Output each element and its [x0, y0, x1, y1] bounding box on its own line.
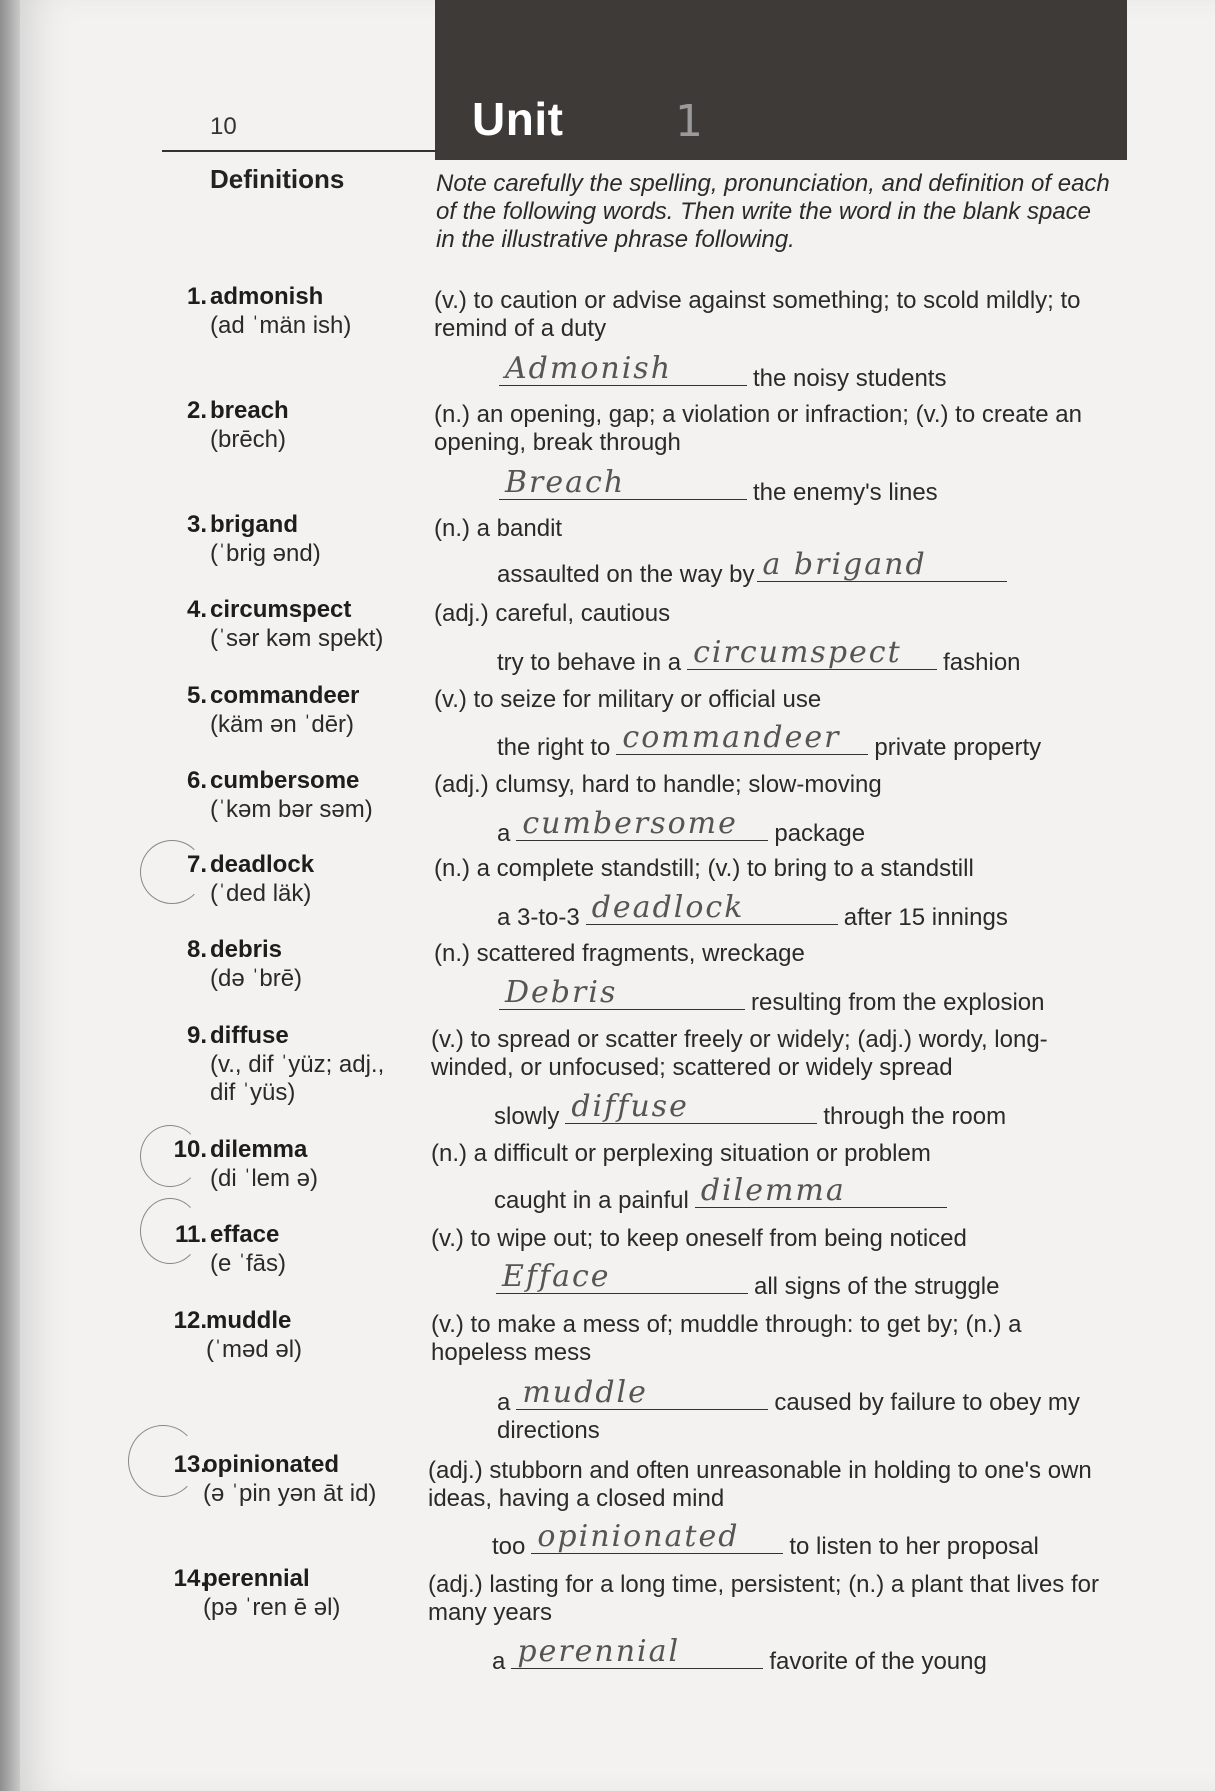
handwritten-answer: circumspect	[693, 635, 902, 670]
illustrative-phrase	[494, 1259, 1000, 1301]
entry-word: cumbersome	[210, 767, 360, 794]
entry-pronunciation: (pə ˈren ē əl)	[203, 1594, 341, 1621]
illustrative-phrase	[492, 1634, 987, 1676]
answer-blank[interactable]	[695, 1173, 947, 1208]
entry-word: breach	[210, 397, 289, 424]
handwritten-answer: Efface	[502, 1259, 611, 1294]
entry-pronunciation: (ˈsər kəm spekt)	[210, 625, 384, 652]
book-spine-shadow	[0, 0, 22, 1791]
entry-definition: (n.) scattered fragments, wreckage	[434, 940, 805, 967]
entry-word: admonish	[210, 283, 324, 310]
entry-definition: (n.) a complete standstill; (v.) to bring to a standstill	[434, 855, 974, 882]
answer-blank[interactable]	[496, 1259, 748, 1294]
phrase-after: caused by failure to obey my directions	[497, 1389, 1080, 1444]
header-rule	[162, 150, 437, 152]
illustrative-phrase	[492, 1519, 1039, 1561]
handwritten-answer: perennial	[517, 1634, 681, 1669]
handwritten-unit-number: 1	[675, 96, 703, 147]
entry-number: 9.	[186, 1022, 207, 1049]
answer-blank[interactable]	[687, 635, 937, 670]
illustrative-phrase	[494, 1173, 953, 1215]
illustrative-phrase	[497, 890, 1008, 932]
answer-blank[interactable]	[511, 1634, 763, 1669]
entry-definition: (v.) to wipe out; to keep oneself from being noticed	[431, 1225, 967, 1252]
definition-text: (v.) to make a mess of; muddle through: to get by; (n.) a hopeless mess	[431, 1311, 1022, 1366]
answer-blank[interactable]	[757, 547, 1007, 582]
entry-definition: (adj.) clumsy, hard to handle; slow-moving	[434, 771, 882, 798]
entry-definition: (n.) a difficult or perplexing situation or problem	[431, 1140, 931, 1167]
entry-number: 6.	[186, 767, 207, 794]
handwritten-answer: a brigand	[762, 547, 927, 582]
phrase-before: a	[497, 820, 511, 847]
answer-blank[interactable]	[565, 1089, 817, 1124]
illustrative-phrase	[497, 1375, 1097, 1445]
phrase-after: package	[774, 820, 866, 847]
entry-word: deadlock	[210, 851, 315, 878]
phrase-after: resulting from the explosion	[751, 989, 1045, 1016]
handwritten-answer: muddle	[522, 1375, 648, 1410]
entry-word: opinionated	[203, 1451, 339, 1478]
handwritten-answer: opinionated	[537, 1519, 740, 1554]
entry-pronunciation: (e ˈfās)	[210, 1250, 287, 1277]
entry-pronunciation: (ˈməd əl)	[206, 1336, 303, 1363]
entry-definition: (v.) to spread or scatter freely or widely; (adj.) wordy, long-winded, or unfocused; scattered or widely spread	[431, 1026, 1048, 1081]
section-label: Definitions	[210, 164, 345, 194]
illustrative-phrase	[497, 635, 1021, 677]
pencil-circle-mark	[140, 1198, 200, 1264]
entry-number: 13.	[173, 1451, 207, 1478]
entry-pronunciation: (käm ən ˈdēr)	[210, 711, 355, 738]
entry-word: diffuse	[210, 1022, 289, 1049]
illustrative-phrase	[497, 547, 1013, 589]
phrase-after: the enemy's lines	[753, 479, 938, 506]
entry-definition: (adj.) lasting for a long time, persistent; (n.) a plant that lives for many years	[428, 1571, 1099, 1626]
illustrative-phrase	[497, 975, 1045, 1017]
answer-blank[interactable]	[531, 1519, 783, 1554]
entry-number: 8.	[186, 936, 207, 963]
entry-pronunciation: (ˈkəm bər səm)	[210, 796, 373, 823]
entry-definition: (n.) a bandit	[434, 515, 563, 542]
entry-number: 4.	[186, 596, 207, 623]
phrase-after: through the room	[823, 1103, 1007, 1130]
entry-word: dilemma	[210, 1136, 308, 1163]
entry-pronunciation: (ad ˈmän ish)	[210, 312, 352, 339]
phrase-before: a	[492, 1648, 506, 1675]
handwritten-answer: dilemma	[700, 1173, 846, 1208]
answer-blank[interactable]	[499, 351, 747, 386]
entry-number: 11.	[174, 1221, 207, 1248]
handwritten-answer: diffuse	[571, 1089, 689, 1124]
phrase-after: fashion	[943, 649, 1021, 676]
handwritten-answer: commandeer	[622, 720, 841, 755]
entry-definition: (n.) an opening, gap; a violation or infraction; (v.) to create an opening, break through	[434, 401, 1082, 456]
entry-definition	[431, 1311, 1091, 1367]
illustrative-phrase	[497, 465, 938, 507]
phrase-after: to listen to her proposal	[789, 1533, 1039, 1560]
entry-number: 1.	[186, 283, 207, 310]
handwritten-answer: deadlock	[591, 890, 745, 925]
pencil-circle-mark	[140, 1125, 200, 1187]
entry-pronunciation: (də ˈbrē)	[210, 965, 303, 992]
phrase-before: slowly	[494, 1103, 560, 1130]
entry-pronunciation: (di ˈlem ə)	[210, 1165, 319, 1192]
answer-blank[interactable]	[516, 1375, 768, 1410]
illustrative-phrase	[497, 351, 947, 393]
entry-number: 12.	[173, 1307, 207, 1334]
phrase-after: private property	[874, 734, 1042, 761]
entry-pronunciation: (ˈbrig ənd)	[210, 540, 321, 567]
entry-word: muddle	[206, 1307, 292, 1334]
entry-word: brigand	[210, 511, 298, 538]
phrase-before: assaulted on the way by	[497, 561, 755, 588]
illustrative-phrase	[497, 720, 1042, 762]
entry-pronunciation: (ˈded läk)	[210, 880, 312, 907]
instructions: Note carefully the spelling, pronunciation, and definition of each of the following words. Then write the word in the blank space in the illustrative phrase following.	[436, 170, 1110, 253]
entry-definition: (v.) to seize for military or official use	[434, 686, 822, 713]
entry-word: debris	[210, 936, 283, 963]
entry-word: commandeer	[210, 682, 360, 709]
handwritten-answer: cumbersome	[522, 806, 738, 841]
answer-blank[interactable]	[516, 806, 768, 841]
phrase-after: after 15 innings	[843, 904, 1008, 931]
phrase-before: try to behave in a	[497, 649, 682, 676]
phrase-after: the noisy students	[753, 365, 947, 392]
entry-number: 10.	[173, 1136, 207, 1163]
answer-blank[interactable]	[586, 890, 838, 925]
entry-number: 2.	[186, 397, 207, 424]
phrase-before: too	[492, 1533, 526, 1560]
entry-pronunciation: (v., dif ˈyüz; adj., dif ˈyüs)	[210, 1051, 385, 1106]
entry-pronunciation: (ə ˈpin yən āt id)	[203, 1480, 377, 1507]
entry-word: efface	[210, 1221, 280, 1248]
answer-blank[interactable]	[499, 465, 747, 500]
phrase-before: a	[497, 1389, 511, 1416]
entry-number: 3.	[186, 511, 207, 538]
entry-number: 14.	[173, 1565, 207, 1592]
pencil-circle-mark	[140, 840, 204, 904]
handwritten-answer: Breach	[505, 465, 626, 500]
handwritten-answer: Admonish	[505, 351, 673, 386]
phrase-before: caught in a painful	[494, 1187, 689, 1214]
illustrative-phrase	[494, 1089, 1007, 1131]
handwritten-answer: Debris	[505, 975, 618, 1010]
entry-word: perennial	[203, 1565, 310, 1592]
entry-number: 7.	[186, 851, 207, 878]
entry-pronunciation: (brēch)	[210, 426, 287, 453]
entry-definition: (adj.) stubborn and often unreasonable in holding to one's own ideas, having a closed mind	[428, 1457, 1092, 1512]
entry-word: circumspect	[210, 596, 352, 623]
phrase-after: all signs of the struggle	[754, 1273, 1000, 1300]
answer-blank[interactable]	[616, 720, 868, 755]
unit-title: Unit	[472, 93, 564, 145]
entry-number: 5.	[186, 682, 207, 709]
page-number: 10	[210, 113, 237, 140]
illustrative-phrase	[497, 806, 866, 848]
entry-definition: (adj.) careful, cautious	[434, 600, 671, 627]
phrase-before: a 3-to-3	[497, 904, 580, 931]
phrase-before: the right to	[497, 734, 611, 761]
pencil-circle-mark	[128, 1425, 198, 1497]
entry-definition: (v.) to caution or advise against something; to scold mildly; to remind of a duty	[434, 287, 1081, 342]
answer-blank[interactable]	[499, 975, 745, 1010]
phrase-after: favorite of the young	[769, 1648, 987, 1675]
